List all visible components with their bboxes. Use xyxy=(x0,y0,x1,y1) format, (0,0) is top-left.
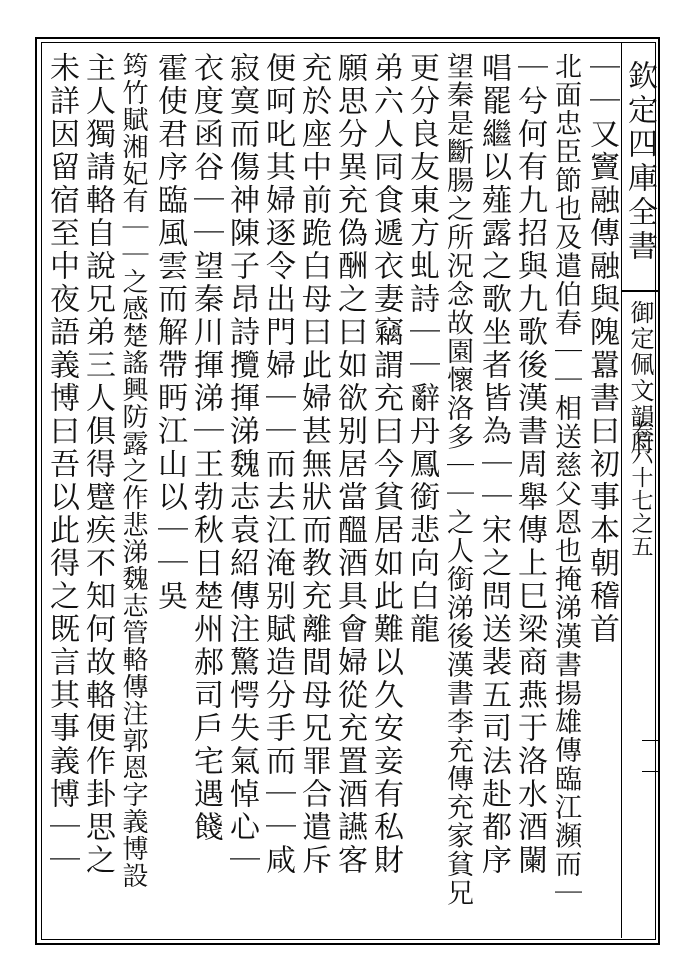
text-column-13: 霍使君序臨風雲而解帶眄江山以｜｜吳 xyxy=(152,52,187,613)
header-volume: 卷六十七之五 xyxy=(628,420,653,558)
text-column-6: 更分良友東方虬詩｜｜辭丹鳳銜悲向白龍 xyxy=(404,52,439,646)
text-column-4: 唱罷繼以薤露之歌坐者皆為｜｜宋之問送裴五司法赴都序 xyxy=(476,52,511,877)
text-column-2: 北面忠臣節也及遣伯春｜｜相送慈父恩也掩涕漢書揚雄傳臨江瀕而｜ xyxy=(550,52,581,907)
text-column-3: ｜兮何有九招與九歌後漢書周舉傳上巳梁商燕于洛水酒闌 xyxy=(512,52,547,877)
text-column-8: 願思分異充偽酬之曰如欲别居當醞酒具會婦從充置酒讌客 xyxy=(332,52,367,877)
header-source: 御定佩文韻府 xyxy=(626,300,654,456)
text-column-11: 寂寞而傷神陳子昂詩攬揮涕魏志袁紹傳注驚愕失氣悼心｜ xyxy=(224,52,259,877)
text-column-1: ｜｜又竇融傳融與隗囂書曰初事本朝稽首 xyxy=(584,52,619,646)
text-column-5: 望秦是斷腸之所況念故園懷洛多｜｜之人銜涕後漢書李充傳充家貧兄 xyxy=(442,52,473,907)
header-rule xyxy=(621,290,660,292)
header-title: 欽定四庫全書 xyxy=(622,60,657,264)
text-column-12: 衣度函谷｜｜望秦川揮涕｜王勃秋日楚州郝司戶宅遇餞 xyxy=(188,52,223,844)
text-column-10: 便呵叱其婦逐令出門婦｜｜而去江淹别賦造分手而｜｜咸 xyxy=(260,52,295,877)
text-column-16: 未詳因留宿至中夜語義博曰吾以此得之既言其事義博｜｜ xyxy=(44,52,79,877)
text-column-9: 充於座中前跪白母曰此婦甚無狀而教充離間母兄罪合遣斥 xyxy=(296,52,331,877)
page-marker xyxy=(642,740,660,772)
text-column-7: 弟六人同食遞衣妻竊謂充曰今貧居如此難以久安妾有私財 xyxy=(368,52,403,877)
text-column-15: 主人獨請輅自說兄弟三人俱得躄疾不知何故輅便作卦思之 xyxy=(80,52,115,877)
text-column-14: 筠竹賦湘妃有｜｜之感楚謠興防露之作悲涕魏志管輅傳注郭恩字義博設 xyxy=(118,52,148,889)
